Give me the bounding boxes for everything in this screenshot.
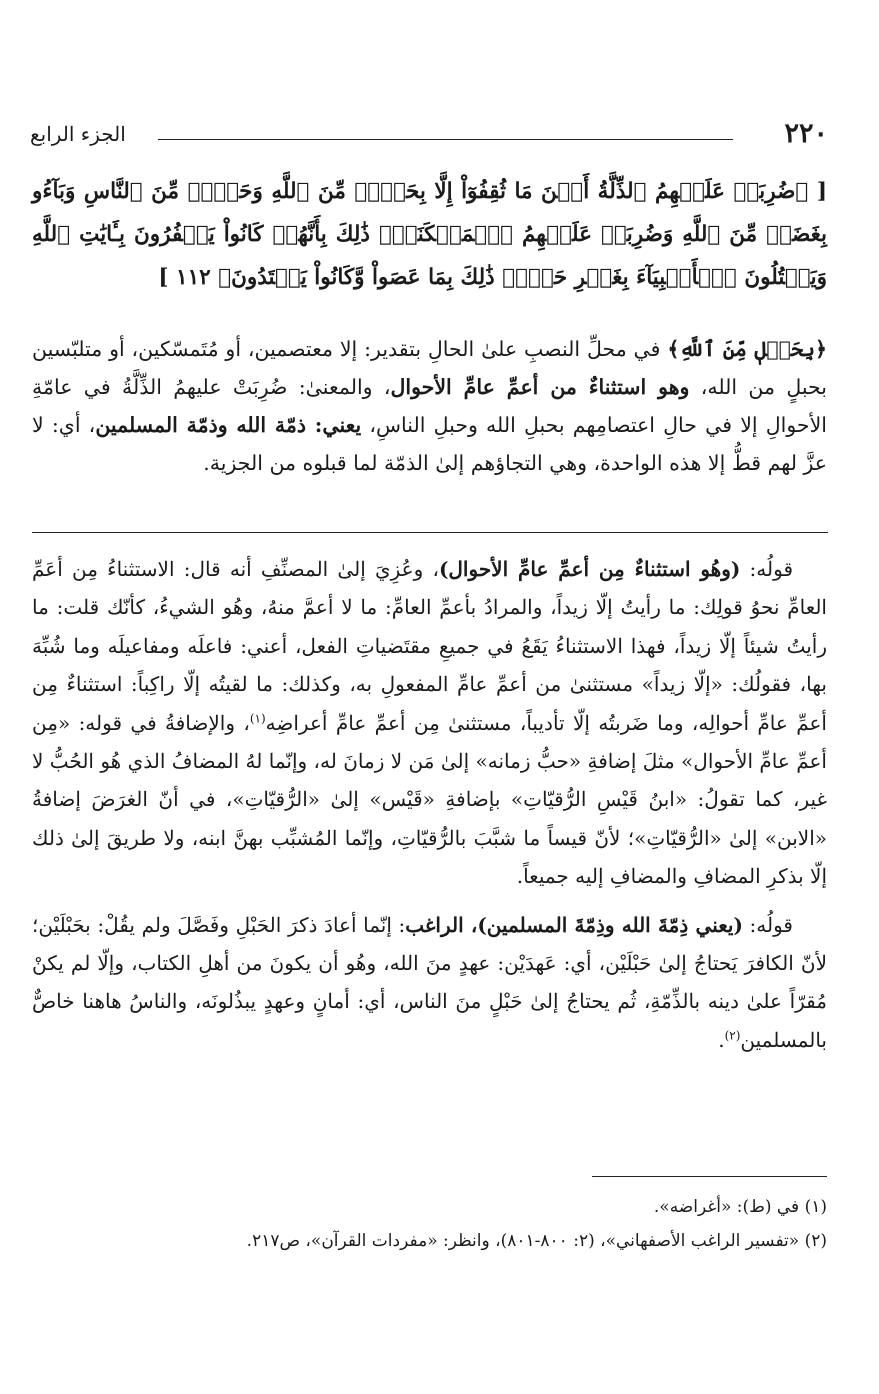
- footnotes: [87, 1190, 827, 1258]
- footnote-1: (١) في (ط): «أغراضه».: [653, 1197, 827, 1217]
- main-commentary: [32, 330, 827, 482]
- gloss-text: : إنّما أعادَ ذكرَ الحَبْلِ وفَصَّلَ ولم يقُلْ: بحَبْلَيْن؛ لأنّ الكافرَ يَحتاجُ إلىٰ حَبْلَيْن، أي: عَهدَيْن: عهدٍ منَ الله، وهُو أن يكونَ من أهلِ الكتاب، وإلّا لم يكنْ مُقرّاً علىٰ دينه بالذِّمّةِ، ثُم يحتاجُ إلىٰ حَبْلٍ منَ الناس، أي: أمانٍ وعهدٍ يبذُلونَه، والناسُ هاهنا خاصٌّ بالمسلمين: [32, 912, 827, 1052]
- commentary-text: في محلِّ النصبِ علىٰ الحالِ بتقدير: إلا معتصمين، أو مُتَمسّكين، أو متلبّسين بحبلٍ من الله،: [32, 337, 827, 399]
- gloss-paragraph: [32, 550, 827, 896]
- page-number: ٢٢٠: [784, 118, 828, 149]
- verse-quote: ﴿بِحَبۡلٖ مِّنَ ٱللَّهِ﴾: [667, 337, 827, 361]
- header-divider: [158, 139, 733, 140]
- gloss-lemma: (وهُو استثناءٌ مِن أعمِّ عامِّ الأحوال): [438, 557, 741, 581]
- gloss-text: ، والإضافةُ في قوله: «مِن أعمِّ عامِّ الأحوال» مثلَ إضافةِ «حبُّ زمانه» إلىٰ مَن لا زمانَ له، وإنّما لهُ المضافُ الذي هُو الحُبُّ لا غير، كما تقولُ: «ابنُ قَيْسِ الرُّقيّاتِ» بإضافةِ «قَيْس» إلىٰ «الرُّقيّاتِ»، في أنّ الغرَضَ إضافةُ «الابن» إلىٰ «الرُّقيّاتِ»؛ لأنّ قيساً ما شبَّبَ بالرُّقيّاتِ، وإنّما المُشبِّب بهنَّ ابنه، ولا طريقَ إلىٰ ذلك إلّا بذكرِ المضافِ والمضافِ إليه جميعاً.: [32, 710, 827, 889]
- footnote-2: (٢) «تفسير الراغب الأصفهاني»، (٢: ٨٠٠-٨٠١)، وانظر: «مفردات القرآن»، ص٢١٧.: [246, 1231, 827, 1251]
- gloss-section: [32, 550, 827, 1059]
- gloss-text: .: [718, 1027, 725, 1052]
- gloss-lemma: (يعني ذِمّةَ الله وذِمّةَ المسلمين)، الراغب: [405, 912, 743, 937]
- volume-title: الجزء الرابع: [30, 122, 126, 146]
- commentary-text: ، أي: لا عزَّ لهم قطُّ إلا هذه الواحدة، وهي التجاؤهم إلىٰ الذمّة لما قبلوه من الجزية.: [32, 413, 827, 475]
- footnote-marker[interactable]: (٢): [724, 1028, 741, 1043]
- gloss-text: قولُه:: [742, 912, 793, 937]
- gloss-text: قولُه:: [740, 557, 794, 581]
- commentary-text: ، والمعنىٰ: ضُرِبَتْ عليهمُ الذِّلَّةُ في عامّةِ الأحوالِ إلا في حالِ اعتصامِهم بحبلِ الله وحبلِ الناسِ،: [32, 375, 827, 437]
- quran-verse: [ ﴿ضُرِبَتۡ عَلَيۡهِمُ ٱلذِّلَّةُ أَيۡنَ مَا ثُقِفُوٓاْ إِلَّا بِحَبۡلٖ مِّنَ ٱللَّهِ وَحَبۡلٖ مِّنَ ٱلنَّاسِ وَبَآءُو بِغَضَبٖ مِّنَ ٱللَّهِ وَضُرِبَتۡ عَلَيۡهِمُ ٱلۡمَسۡكَنَةُۚ ذَٰلِكَ بِأَنَّهُمۡ كَانُواْ يَكۡفُرُونَ بِـَٔايَٰتِ ٱللَّهِ وَيَقۡتُلُونَ ٱلۡأَنۢبِيَآءَ بِغَيۡرِ حَقّٖۚ ذَٰلِكَ بِمَا عَصَواْ وَّكَانُواْ يَعۡتَدُونَ﴾ ١١٢ ]: [32, 179, 827, 290]
- gloss-paragraph: [32, 906, 827, 1060]
- commentary-emphasis: يعني: ذمّة الله وذمّة المسلمين: [95, 413, 362, 437]
- page-header: [30, 118, 828, 158]
- footnote-marker[interactable]: (١): [249, 710, 266, 725]
- commentary-emphasis: وهو استثناءٌ من أعمِّ عامِّ الأحوال: [390, 375, 690, 399]
- footnote-divider: [592, 1176, 827, 1177]
- gloss-text: ، وعُزِيَ إلىٰ المصنِّفِ أنه قال: الاستثناءُ مِن أعَمِّ العامِّ نحوُ قولِك: ما رأيتُ إلّا زيداً، والمرادُ بأعمِّ العامِّ: ما لا أعمَّ منهُ، وهُو الشيءُ، كأنّك قلت: ما رأيتُ شيئاً إلّا زيداً، فهذا الاستثناءُ يَقَعُ في جميعِ مقتَضياتِ الفعل، أعني: فاعلَه ومفاعيلَه وما شُبِّهَ بها، فقولُك: «إلّا زيداً» مستثنىٰ من أعمِّ عامِّ المفعولِ به، وكذلك: ما لقيتُه إلّا راكِباً: استثناءٌ مِن أعمِّ عامِّ أحوالِه، وما ضَربتُه إلّا تأديباً، مستثنىٰ مِن أعمِّ عامِّ أعراضِه: [32, 557, 827, 735]
- section-divider: [32, 532, 828, 533]
